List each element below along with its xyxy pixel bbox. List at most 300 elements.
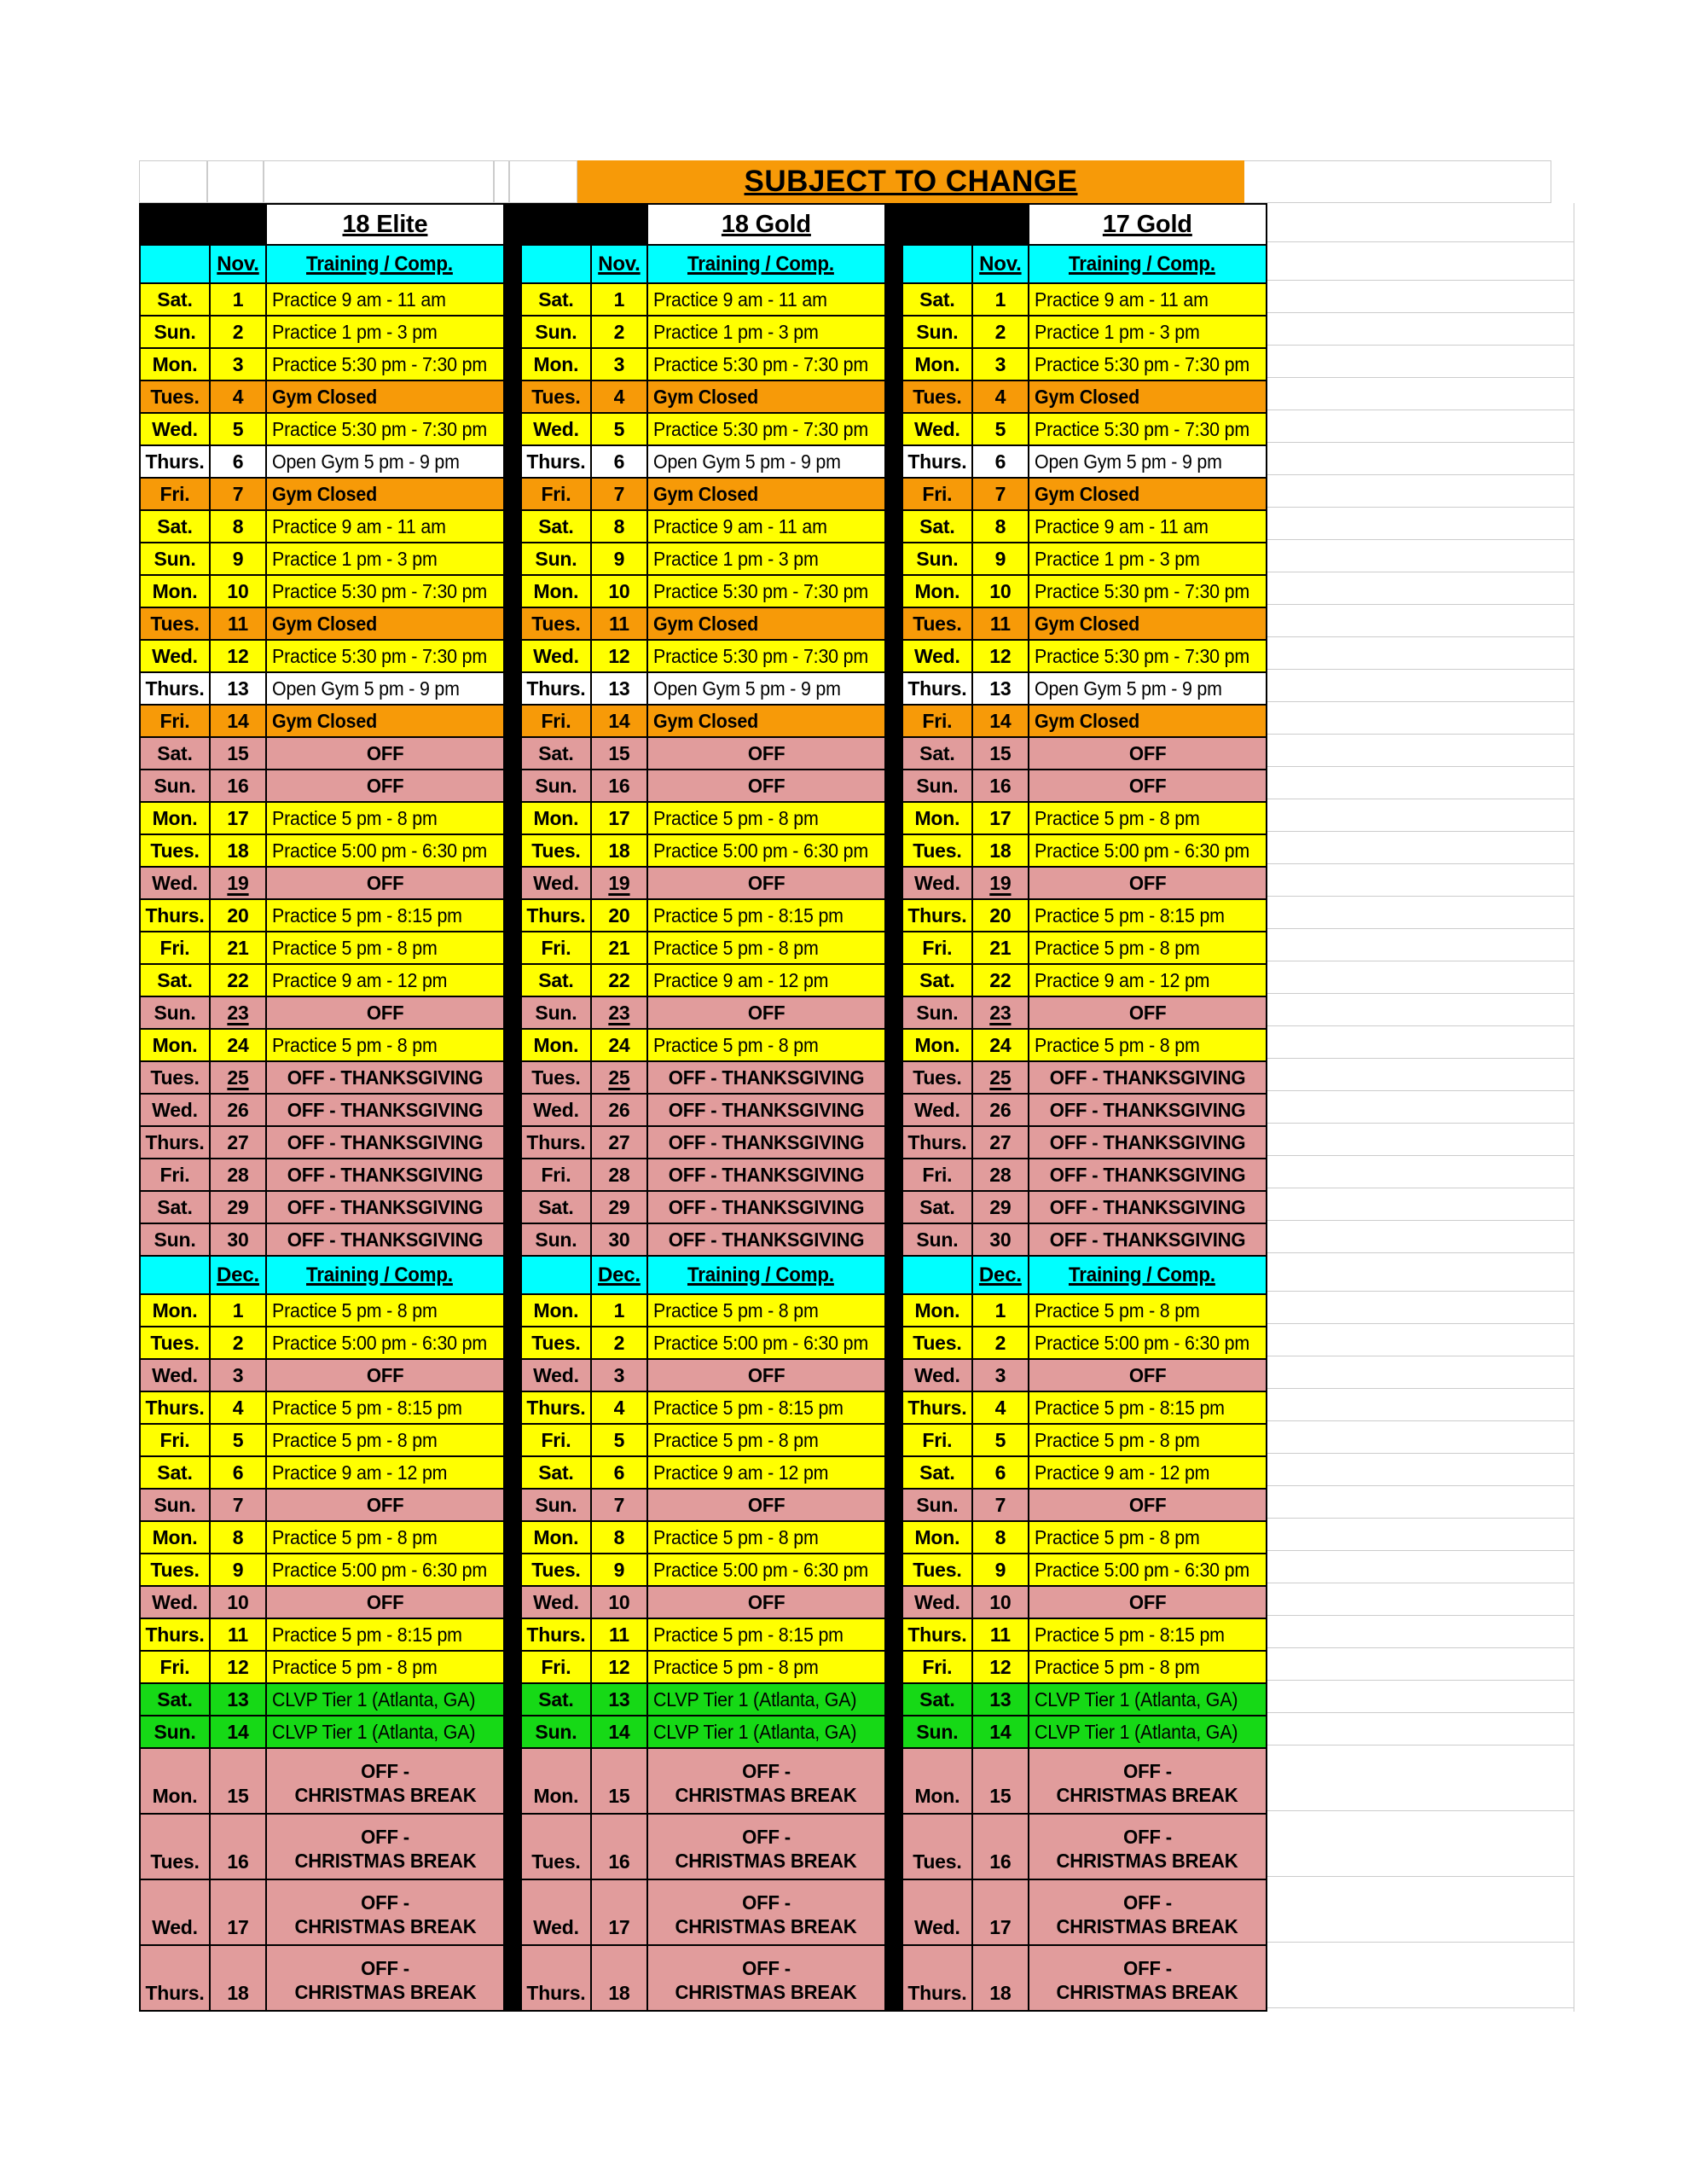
event-cell [646,1815,884,1879]
day-cell [522,1127,590,1158]
date-cell [590,1062,646,1093]
day-label: Fri. [541,709,571,732]
month-label: Dec. [217,1263,259,1287]
day-label: Sun. [916,547,959,570]
day-cell [522,1360,590,1391]
schedule-row [141,1093,503,1125]
schedule-row [522,963,884,996]
month-header-row [903,244,1266,282]
day-label: Thurs. [526,677,586,700]
day-cell [141,835,209,866]
event-text: Practice 9 am - 11 am [272,514,446,537]
schedule-row [903,1423,1266,1455]
date-label: 14 [227,709,249,732]
event-text: Practice 5 pm - 8 pm [1034,1033,1200,1056]
schedule-row [141,315,503,347]
day-cell [903,284,971,315]
empty-grid-cell [1267,1389,1574,1421]
event-cell [265,1554,503,1585]
day-label: Thurs. [907,903,967,926]
schedule-row [141,380,503,412]
event-text: OFF [747,1493,786,1516]
date-label: 1 [232,288,244,311]
date-label: 13 [227,1687,249,1711]
day-cell [522,1457,590,1488]
event-cell [1028,1127,1266,1158]
date-label: 8 [613,514,625,537]
event-text: Gym Closed [652,612,758,635]
schedule-row [522,1190,884,1223]
empty-grid-cell [1267,281,1574,313]
empty-grid-cell [1267,378,1574,410]
date-cell [971,738,1028,769]
empty-grid-cell [1267,572,1574,605]
event-cell [646,997,884,1028]
date-label: 6 [994,1461,1006,1484]
date-label: 3 [994,352,1006,375]
date-label: 30 [227,1228,249,1251]
schedule-row [141,1060,503,1093]
event-text: Gym Closed [272,385,377,408]
empty-grid-cell [1267,313,1574,346]
day-label: Fri. [159,709,190,732]
day-label: Mon. [533,1785,579,1807]
event-text: Practice 9 am - 11 am [272,288,446,311]
date-cell [971,608,1028,639]
day-cell [522,997,590,1028]
event-text: OFF - THANKSGIVING [1049,1066,1246,1089]
event-cell [646,414,884,444]
date-label: 15 [227,741,249,764]
schedule-row [903,1028,1266,1060]
empty-grid-cell [1267,994,1574,1026]
empty-grid-cell [1267,1026,1574,1059]
schedule-row [522,282,884,315]
day-cell [903,317,971,347]
empty-grid-cell [1267,540,1574,572]
schedule-row [522,1682,884,1715]
date-cell [590,835,646,866]
schedule-row [141,704,503,736]
event-text: OFF - THANKSGIVING [668,1195,865,1218]
date-cell [209,738,265,769]
day-cell [522,900,590,931]
date-cell [971,1815,1028,1879]
event-text [267,1825,503,1874]
event-cell [265,446,503,477]
day-cell [522,1554,590,1585]
event-text: Practice 5 pm - 8 pm [1034,1428,1200,1451]
event-cell [646,1457,884,1488]
event-cell [646,1716,884,1747]
date-label: 26 [989,1098,1012,1121]
schedule-row [522,1423,884,1455]
date-label: 17 [608,806,630,829]
day-label: Thurs. [526,450,586,473]
date-label: 2 [613,1331,625,1354]
schedule-row [141,1488,503,1520]
event-text: OFF [747,774,786,797]
day-label: Wed. [152,1098,198,1121]
date-cell [209,1946,265,2010]
day-label: Wed. [533,1590,579,1613]
event-text: Practice 5:30 pm - 7:30 pm [272,644,487,667]
schedule-row [141,282,503,315]
event-cell [1028,900,1266,931]
event-line2: CHRISTMAS BREAK [1056,1784,1238,1807]
day-cell [141,673,209,704]
date-label: 18 [227,839,249,862]
day-cell [903,1360,971,1391]
date-cell [209,673,265,704]
month-header-row [522,244,884,282]
schedule-row [522,671,884,704]
empty-grid-cell [1267,897,1574,929]
schedule-row [522,574,884,607]
event-line2: CHRISTMAS BREAK [1056,1981,1238,2004]
event-text [1029,1825,1266,1874]
month-label: Dec. [978,1263,1022,1287]
date-cell [209,576,265,607]
event-cell [265,1192,503,1223]
day-cell [141,932,209,963]
schedule-row [903,1585,1266,1618]
event-text: Practice 5 pm - 8 pm [1034,936,1200,959]
date-cell [590,349,646,380]
date-label: 1 [232,1298,244,1321]
event-cell [265,1684,503,1715]
day-cell [141,1425,209,1455]
event-cell [265,576,503,607]
schedule-row [903,1223,1266,1255]
day-cell [522,381,590,412]
day-cell [141,576,209,607]
day-label: Wed. [533,871,579,894]
date-cell [971,1587,1028,1618]
day-label: Wed. [152,417,198,440]
day-label: Sat. [157,1461,193,1484]
day-cell [522,738,590,769]
event-line2: CHRISTMAS BREAK [1056,1915,1238,1938]
day-cell [903,1127,971,1158]
schedule-row [141,639,503,671]
event-text: OFF - THANKSGIVING [668,1228,865,1251]
date-label: 20 [989,903,1012,926]
day-label: Sun. [916,1720,959,1743]
event-cell [265,1522,503,1553]
date-label: 9 [232,1558,244,1581]
event-text [648,1891,884,1940]
event-text [1029,1956,1266,2006]
event-text: Gym Closed [1034,709,1139,732]
date-label: 14 [989,1720,1012,1743]
day-cell [522,1392,590,1423]
date-label: 2 [994,1331,1006,1354]
event-text: Practice 5 pm - 8 pm [1034,806,1200,829]
day-cell [903,446,971,477]
date-cell [971,414,1028,444]
event-cell [646,1425,884,1455]
date-cell [971,706,1028,736]
event-line2: CHRISTMAS BREAK [675,1981,857,2004]
schedule-row [141,509,503,542]
empty-grid-cell [1267,1221,1574,1253]
training-comp-label: Training / Comp. [1068,252,1215,276]
schedule-row [903,898,1266,931]
event-text: OFF - THANKSGIVING [1049,1098,1246,1121]
day-label: Sun. [154,1001,196,1024]
schedule-row [522,347,884,380]
event-text: Gym Closed [652,709,758,732]
date-cell [590,1749,646,1813]
day-label: Fri. [922,1428,953,1451]
day-label: Thurs. [526,1130,586,1153]
date-label: 1 [994,288,1006,311]
day-label: Fri. [159,1163,190,1186]
day-label: Tues. [913,385,962,408]
event-text: Gym Closed [272,612,377,635]
team-name-cell [265,205,503,244]
day-cell [522,932,590,963]
date-cell [590,1554,646,1585]
empty-grid-cell [1267,735,1574,767]
month-label: Dec. [597,1263,641,1287]
event-cell [646,1062,884,1093]
date-label: 18 [989,1982,1012,2004]
day-cell [141,1490,209,1520]
schedule-row [522,736,884,769]
date-label: 26 [608,1098,630,1121]
schedule-row [903,1293,1266,1326]
day-cell [903,706,971,736]
date-cell [209,1392,265,1423]
schedule-row [522,639,884,671]
date-label: 6 [994,450,1006,473]
empty-grid-cell [1267,832,1574,864]
date-label: 12 [608,1655,630,1678]
schedule-row [522,898,884,931]
date-label: 17 [227,806,249,829]
date-label: 10 [989,1590,1012,1613]
date-cell [590,1095,646,1125]
day-label: Mon. [914,1525,960,1548]
training-comp-label: Training / Comp. [687,1263,834,1287]
date-label: 25 [227,1066,249,1089]
event-text: Open Gym 5 pm - 9 pm [652,677,841,700]
event-cell [646,932,884,963]
event-text: OFF [366,1363,404,1386]
event-line1: OFF - [361,1759,409,1782]
day-cell [903,1457,971,1488]
date-cell [209,381,265,412]
schedule-row [141,1618,503,1650]
date-label: 21 [608,936,630,959]
empty-grid-cell [1267,1091,1574,1124]
date-label: 7 [232,1493,244,1516]
event-text: Practice 5:00 pm - 6:30 pm [272,1558,487,1581]
event-text: Practice 5:30 pm - 7:30 pm [652,417,868,440]
date-cell [971,965,1028,996]
date-cell [971,1652,1028,1682]
month-label-cell [971,246,1028,282]
event-cell [265,1095,503,1125]
date-label: 5 [994,1428,1006,1451]
date-label: 14 [608,709,630,732]
day-label: Sat. [538,741,574,764]
event-line2: CHRISTMAS BREAK [293,1981,476,2004]
event-cell [1028,1062,1266,1093]
schedule-row [141,996,503,1028]
event-text: OFF [1128,1001,1167,1024]
day-cell [903,608,971,639]
date-label: 14 [227,1720,249,1743]
day-cell [903,1554,971,1585]
date-label: 7 [613,1493,625,1516]
event-cell [646,965,884,996]
day-cell [522,706,590,736]
schedule-row [522,1093,884,1125]
date-cell [590,673,646,704]
date-label: 1 [994,1298,1006,1321]
day-cell [903,349,971,380]
event-text: OFF - THANKSGIVING [1049,1228,1246,1251]
event-cell [646,1880,884,1944]
event-cell [1028,1587,1266,1618]
schedule-row [522,1488,884,1520]
day-cell [903,965,971,996]
schedule-row [141,769,503,801]
event-cell [646,1946,884,2010]
day-cell [903,414,971,444]
day-label: Thurs. [907,450,967,473]
event-cell [265,1327,503,1358]
day-label: Wed. [914,871,960,894]
event-text: Practice 9 am - 12 pm [652,1461,829,1484]
date-label: 18 [608,1982,630,2004]
schedule-row [522,1715,884,1747]
schedule-row [903,1060,1266,1093]
team-name: 18 Gold [721,210,811,238]
empty-grid-cell [1267,605,1574,637]
schedule-row [141,1190,503,1223]
event-cell [265,1295,503,1326]
day-cell [141,1360,209,1391]
event-text: Practice 5 pm - 8 pm [652,806,819,829]
day-cell [903,1159,971,1190]
day-cell [141,1062,209,1093]
date-cell [209,835,265,866]
event-text: Practice 9 am - 12 pm [1034,968,1210,991]
event-text: Gym Closed [1034,612,1139,635]
subject-to-change-banner [577,160,1244,203]
empty-grid-cell [1267,1156,1574,1188]
date-label: 11 [989,1623,1011,1646]
day-label: Tues. [913,1066,962,1089]
day-label: Wed. [533,1916,579,1938]
day-cell [903,1425,971,1455]
event-cell [265,803,503,834]
event-text: Practice 5:30 pm - 7:30 pm [272,579,487,602]
schedule-row [522,1158,884,1190]
day-label: Mon. [533,579,579,602]
event-cell [646,1192,884,1223]
day-label: Wed. [533,644,579,667]
day-cell [903,1619,971,1650]
day-label: Sun. [916,1001,959,1024]
schedule-row [903,931,1266,963]
date-label: 5 [613,417,625,440]
event-text: OFF - THANKSGIVING [287,1195,484,1218]
date-label: 5 [232,417,244,440]
schedule-row [141,1650,503,1682]
day-label: Sat. [157,288,193,311]
month-header-blank-cell [903,246,971,282]
date-label: 29 [989,1195,1012,1218]
empty-grid-cell [1267,1486,1574,1519]
event-text: OFF - THANKSGIVING [287,1098,484,1121]
event-text: OFF [1128,774,1167,797]
day-cell [522,349,590,380]
day-cell [903,576,971,607]
day-label: Sat. [157,968,193,991]
day-label: Sun. [916,320,959,343]
schedule-row [903,769,1266,801]
event-text: CLVP Tier 1 (Atlanta, GA) [1034,1720,1238,1743]
day-cell [522,1619,590,1650]
date-label: 29 [608,1195,630,1218]
schedule-row [903,1650,1266,1682]
empty-grid-cell [1267,1681,1574,1713]
date-label: 12 [227,1655,249,1678]
event-text: OFF [747,1363,786,1386]
day-label: Sun. [916,1228,959,1251]
day-cell [522,1192,590,1223]
day-cell [903,511,971,542]
date-cell [590,608,646,639]
team-name-cell [646,205,884,244]
day-label: Mon. [914,806,960,829]
day-cell [141,706,209,736]
event-text: OFF [747,741,786,764]
event-text: Practice 5:30 pm - 7:30 pm [272,417,487,440]
date-label: 4 [613,385,625,408]
date-label: 23 [608,1001,630,1024]
event-cell [646,1684,884,1715]
event-text: OFF [1128,1493,1167,1516]
team-header-spacer [522,205,590,244]
event-text: CLVP Tier 1 (Atlanta, GA) [652,1720,857,1743]
event-text: Practice 1 pm - 3 pm [652,320,819,343]
event-text: Practice 1 pm - 3 pm [1034,320,1200,343]
event-cell [1028,1159,1266,1190]
event-text: Practice 5:00 pm - 6:30 pm [272,839,487,862]
event-cell [265,1946,503,2010]
empty-grid-cell [1267,1713,1574,1745]
day-label: Sat. [919,1461,955,1484]
event-text: OFF [366,1493,404,1516]
event-cell [1028,1490,1266,1520]
event-cell [265,673,503,704]
date-cell [590,803,646,834]
date-label: 3 [613,352,625,375]
schedule-row [141,444,503,477]
day-label: Mon. [914,1785,960,1807]
day-label: Tues. [150,385,200,408]
date-label: 8 [232,1525,244,1548]
day-label: Mon. [914,1298,960,1321]
date-label: 21 [227,936,249,959]
month-header-row [522,1255,884,1293]
